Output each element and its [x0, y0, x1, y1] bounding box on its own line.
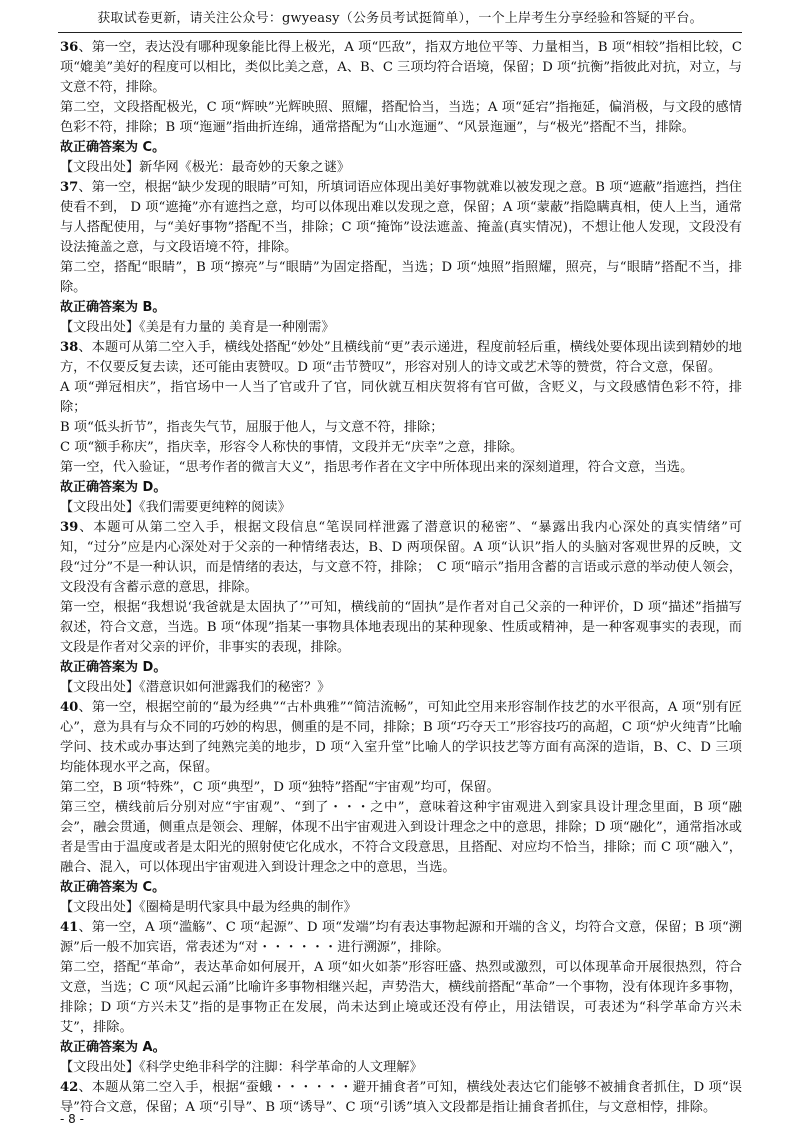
correct-answer: 故正确答案为 D。 — [60, 660, 167, 675]
explanation-paragraph — [60, 178, 742, 258]
header-divider — [58, 32, 742, 33]
header-banner: 获取试卷更新，请关注公众号：gwyeasy（公务员考试挺简单），一个上岸考生分享经验和答疑的平台。 — [97, 11, 703, 26]
explanation-paragraph — [60, 778, 742, 798]
explanation-paragraph — [60, 698, 742, 778]
question-block — [60, 698, 742, 918]
explanation-paragraph — [60, 958, 742, 1038]
explanation-paragraph — [60, 338, 742, 378]
passage-source: 【文段出处】《美是有力量的 美育是一种刚需》 — [60, 320, 335, 335]
explanation-paragraph — [60, 38, 742, 98]
question-block — [60, 518, 742, 698]
explanation-paragraph — [60, 1078, 742, 1118]
explanation-text: 第一空，代入验证，“思考作者的微言大义”，指思考作者在文字中所体现出来的深刻道理，符合文意，当选。 — [60, 460, 694, 475]
explanation-text: 、本题可从第二空入手，横线处搭配“妙处”且横线前“更”表示递进，程度前轻后重，横线处要体现出读到精妙的地方，不仅要反复去读，还可能由衷赞叹。D 项“击节赞叹”，形容对别人的诗文或艺术等的赞赏，符合文意，保留。 — [60, 340, 742, 375]
explanation-paragraph — [60, 918, 742, 958]
explanation-paragraph — [60, 458, 742, 478]
explanation-text: 、本题可从第二空入手，根据文段信息“笔误同样泄露了潜意识的秘密”、“暴露出我内心深处的真实情绪”可知，“过分”应是内心深处对于父亲的一种情绪表达，B、D 两项保留。A 项“认识”指人的头脑对客观世界的反映，文段“过分”不是一种认识，而是情绪的表达，与文意不符，排除； C 项“暗示”指用含蓄的言语或示意的举动使人领会，文段没有含蓄示意的意思，排除。 — [60, 520, 742, 595]
document-body — [60, 38, 742, 1118]
question-number: 38 — [60, 340, 79, 355]
explanation-text: 第二空，B 项“特殊”，C 项“典型”，D 项“独特”搭配“宇宙观”均可，保留。 — [60, 780, 500, 795]
question-number: 36 — [60, 40, 79, 55]
explanation-text: 、本题从第二空入手，根据“蚕蛾・・・・・・避开捕食者”可知，横线处表达它们能够不被捕食者抓住，D 项“误导”符合文意，保留；A 项“引导”、B 项“诱导”、C 项“引诱”填入文段都是指让捕食者抓住，与文意相悖，排除。 — [60, 1080, 742, 1115]
explanation-paragraph — [60, 438, 742, 458]
explanation-paragraph — [60, 598, 742, 658]
explanation-text: 第二空，搭配“眼睛”，B 项“擦亮”与“眼睛”为固定搭配，当选；D 项“烛照”指照耀，照亮，与“眼睛”搭配不当，排除。 — [60, 260, 742, 295]
correct-answer: 故正确答案为 D。 — [60, 480, 167, 495]
explanation-paragraph — [60, 258, 742, 298]
explanation-paragraph — [60, 518, 742, 598]
explanation-text: C 项“额手称庆”，指庆幸，形容令人称快的事情，文段并无“庆幸”之意，排除。 — [60, 440, 524, 455]
correct-answer: 故正确答案为 B。 — [60, 300, 166, 315]
explanation-text: 、第一空，根据“缺少发现的眼睛”可知，所填词语应体现出美好事物就难以被发现之意。B 项“遮蔽”指遮挡，挡住使看不到， D 项“遮掩”亦有遮挡之意，均可以体现出难以发现之意，保留；A 项“蒙蔽”指隐瞒真相，使人上当，通常与人搭配使用，与“美好事物”搭配不当，排除；C 项“掩饰”设法遮盖、掩盖(真实情况)，不想让他人发现，文段没有设法掩盖之意，与文段语境不符，排除。 — [60, 180, 742, 255]
explanation-text: A 项“弹冠相庆”，指官场中一人当了官或升了官，同伙就互相庆贺将有官可做，含贬义，与文段感情色彩不符，排除； — [60, 380, 742, 415]
question-number: 41 — [60, 920, 79, 935]
explanation-text: 第一空，根据“我想说‘我爸就是太固执了’”可知，横线前的“固执”是作者对自己父亲的一种评价，D 项“描述”指描写叙述，符合文意，当选。B 项“体现”指某一事物具体地表现出的某种现象、性质或精神，是一种客观事实的表现，而文段是作者对父亲的评价，非事实的表现，排除。 — [60, 600, 742, 655]
question-number: 42 — [60, 1080, 79, 1095]
question-block — [60, 1078, 742, 1118]
question-block — [60, 918, 742, 1078]
correct-answer: 故正确答案为 C。 — [60, 140, 166, 155]
question-number: 37 — [60, 180, 79, 195]
explanation-paragraph — [60, 378, 742, 418]
explanation-text: 、第一空，表达没有哪种现象能比得上极光，A 项“匹敌”，指双方地位平等、力量相当，B 项“相较”指相比较，C 项“媲美”美好的程度可以相比，类似比美之意，A、B、C 三项均符合语境，保留；D 项“抗衡”指彼此对抗，对立，与文意不符，排除。 — [60, 40, 742, 95]
passage-source: 【文段出处】《圈椅是明代家具中最为经典的制作》 — [60, 900, 357, 915]
explanation-paragraph — [60, 98, 742, 138]
page-number: - 8 - — [60, 1112, 84, 1126]
explanation-paragraph — [60, 798, 742, 878]
explanation-text: B 项“低头折节”，指丧失气节，屈服于他人，与文意不符，排除； — [60, 420, 444, 435]
explanation-text: 、第一空，A 项“滥觞”、C 项“起源”、D 项“发端”均有表达事物起源和开端的含义，均符合文意，保留；B 项“溯源”后一般不加宾语，常表述为“对・・・・・・进行溯源”，排除。 — [60, 920, 742, 955]
passage-source: 【文段出处】新华网《极光：最奇妙的天象之谜》 — [60, 160, 351, 175]
passage-source: 【文段出处】《我们需要更纯粹的阅读》 — [60, 500, 291, 515]
passage-source: 【文段出处】《潜意识如何泄露我们的秘密？》 — [60, 680, 331, 695]
question-number: 40 — [60, 700, 79, 715]
correct-answer: 故正确答案为 A。 — [60, 1040, 166, 1055]
question-block — [60, 38, 742, 178]
question-block — [60, 338, 742, 518]
explanation-paragraph — [60, 418, 742, 438]
passage-source: 【文段出处】《科学史绝非科学的注脚：科学革命的人文理解》 — [60, 1060, 423, 1075]
explanation-text: 第二空，搭配“革命”，表达革命如何展开，A 项“如火如荼”形容旺盛、热烈或激烈，可以体现革命开展很热烈，符合文意，当选；C 项“风起云涌”比喻许多事物相继兴起，声势浩大，横线前搭配“革命”一个事物，没有体现许多事物，排除；D 项“方兴未艾”指的是事物正在发展，尚未达到止境或还没有停止，用法错误，可表述为“科学革命方兴未艾”，排除。 — [60, 960, 742, 1035]
explanation-text: 、第一空，根据空前的“最为经典”“古朴典雅”“简洁流畅”，可知此空用来形容制作技艺的水平很高，A 项“别有匠心”，意为具有与众不同的巧妙的构思，侧重的是不同，排除；B 项“巧夺天工”形容技巧的高超，C 项“炉火纯青”比喻学问、技术或办事达到了纯熟完美的地步，D 项“入室升堂”比喻人的学识技艺等方面有高深的造诣，B、C、D 三项均能体现水平之高，保留。 — [60, 700, 742, 775]
explanation-text: 第三空，横线前后分别对应“宇宙观”、“到了・・・之中”，意味着这种宇宙观进入到家具设计理念里面，B 项“融会”，融会贯通，侧重点是领会、理解，体现不出宇宙观进入到设计理念之中的意思，排除；D 项“融化”，通常指冰或者是雪由于温度或者是太阳光的照射使它化成水，不符合文段意思，且搭配、对应均不恰当，排除；而 C 项“融入”，融合、混入，可以体现出宇宙观进入到设计理念之中的意思，当选。 — [60, 800, 742, 875]
explanation-text: 第二空，文段搭配极光，C 项“辉映”光辉映照、照耀，搭配恰当，当选；A 项“延宕”指拖延，偏消极，与文段的感情色彩不符，排除；B 项“迤逦”指曲折连绵，通常搭配为“山水迤逦”、“风景迤逦”，与“极光”搭配不当，排除。 — [60, 100, 742, 135]
question-block — [60, 178, 742, 338]
question-number: 39 — [60, 520, 79, 535]
correct-answer: 故正确答案为 C。 — [60, 880, 166, 895]
